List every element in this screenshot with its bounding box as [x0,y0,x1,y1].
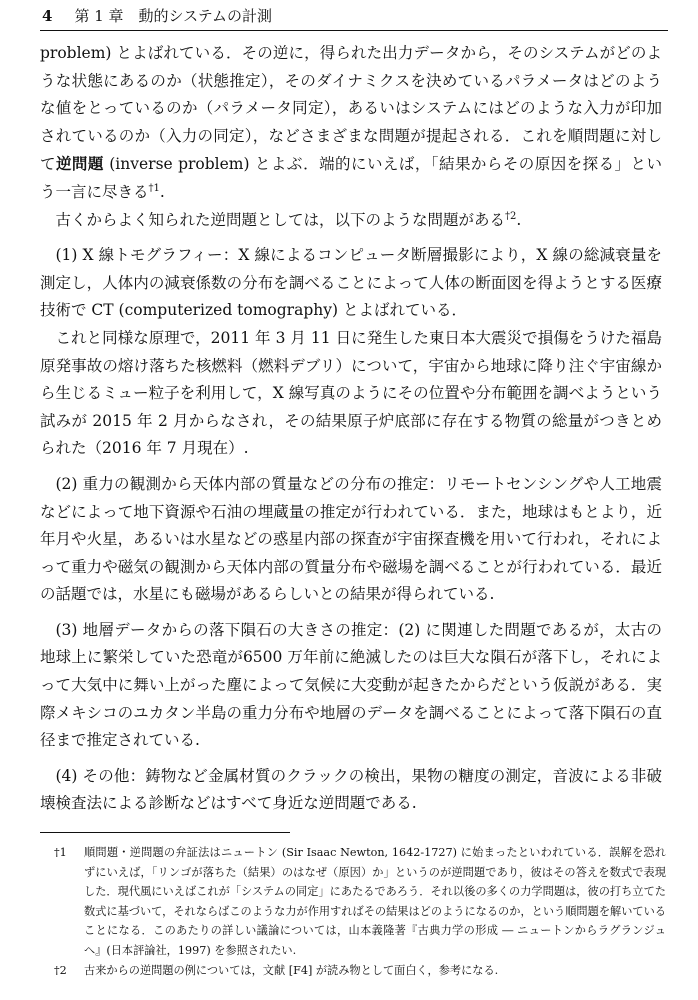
paragraph-text: problem) とよばれている．その逆に，得られた出力データから，そのシステムがどのような状態にあるのか（状態推定），そのダイナミクスを決めているパラメータはどのような値をとっているのか（パラメータ同定），あるいはシステムにはどのような入力が印加されているのか（入力の同定），などさまざまな問題が提起される．これを順問題に対して [40,44,662,174]
paragraph-text: (inverse problem) とよぶ．端的にいえば，「結果からその原因を探る」という一言に尽きる [40,155,662,201]
footnote-divider [40,832,290,833]
paragraph-inverse-problem [40,40,662,207]
paragraph-text: 古くからよく知られた逆問題としては，以下のような問題がある [55,210,506,229]
paragraph-text: . [159,182,165,201]
footnote-ref-2[interactable]: †2 [505,210,517,222]
footnote-mark: †1 [54,846,67,859]
list-item-3: (3) 地層データからの落下隕石の大きさの推定：(2) に関連した問題であるが，太古の地球上に繁栄していた恐竜が6500 万年前に絶滅したのは巨大な隕石が落下し，それによって大気中に舞い上がった塵によって気候に大変動が起きたからだという仮説がある．実際メキシコのユカタン半島の重力分布や地層のデータを調べることによって落下隕石の直径まで推定されている. [40,620,662,750]
term-inverse-problem: 逆問題 [55,154,104,174]
page-number: 4 [42,7,53,25]
running-header [40,4,668,31]
footnote-ref-1[interactable]: †1 [148,182,160,194]
main-text [40,40,662,818]
footnote-mark: †2 [54,963,67,977]
footnote-2 [40,961,666,981]
footnote-text: 古来からの逆問題の例については，文献 [F4] が読み物として面白く，参考になる. [84,963,499,977]
paragraph-intro-list [40,207,662,235]
footnote-1 [40,843,666,961]
footnote-text: 順問題・逆問題の弁証法はニュートン (Sir Isaac Newton, 1642-1727) に始まったといわれている．誤解を恐れずにいえば，「リンゴが落ちた（結果）のはなぜ（原因）か」というのが逆問題であり，彼はその答えを数式で表現した．現代風にいえばこれが「システムの同定」にあたるであろう．それ以後の多くの力学問題は，彼の打ち立てた数式に基づいて，それならばこのような力が作用すればその結果はどのようになるのか，という順問題を解いていることになる．このあたりの詳しい議論については，山本義隆著『古典力学の形成 ― ニュートンからラグランジュへ』(日本評論社，1997) を参照されたい. [84,846,666,957]
footnotes [40,843,666,980]
list-item-2: (2) 重力の観測から天体内部の質量などの分布の推定：リモートセンシングや人工地震などによって地下資源や石油の埋蔵量の推定が行われている．また，地球はもとより，近年月や火星，あるいは水星などの惑星内部の探査が宇宙探査機を用いて行われ，それによって重力や磁気の観測から天体内部の質量分布や磁場を調べることが行われている．最近の話題では，水星にも磁場があるらしいとの結果が得られている. [40,474,662,604]
list-item-1-continued: これと同様な原理で，2011 年 3 月 11 日に発生した東日本大震災で損傷をうけた福島原発事故の熔け落ちた核燃料（燃料デブリ）について，宇宙から地球に降り注ぐ宇宙線から生じるミュー粒子を利用して，X 線写真のようにその位置や分布範囲を調べようという試みが 2015 年 2 月からなされ，その結果原子炉底部に存在する物質の総量がつきとめられた（2016 年 7 月現在）. [40,328,662,458]
chapter-title: 第 1 章 動的システムの計測 [74,7,273,25]
list-item-4: (4) その他：鋳物など金属材質のクラックの検出，果物の糖度の測定，音波による非破壊検査法による診断などはすべて身近な逆問題である. [40,766,662,813]
paragraph-text: . [516,210,522,229]
list-item-1: (1) X 線トモグラフィー：X 線によるコンピュータ断層撮影により，X 線の総減衰量を測定し，人体内の減衰係数の分布を調べることによって人体の断面図を得ようとする医療技術で CT (computerized tomography) とよばれている． [40,246,662,320]
